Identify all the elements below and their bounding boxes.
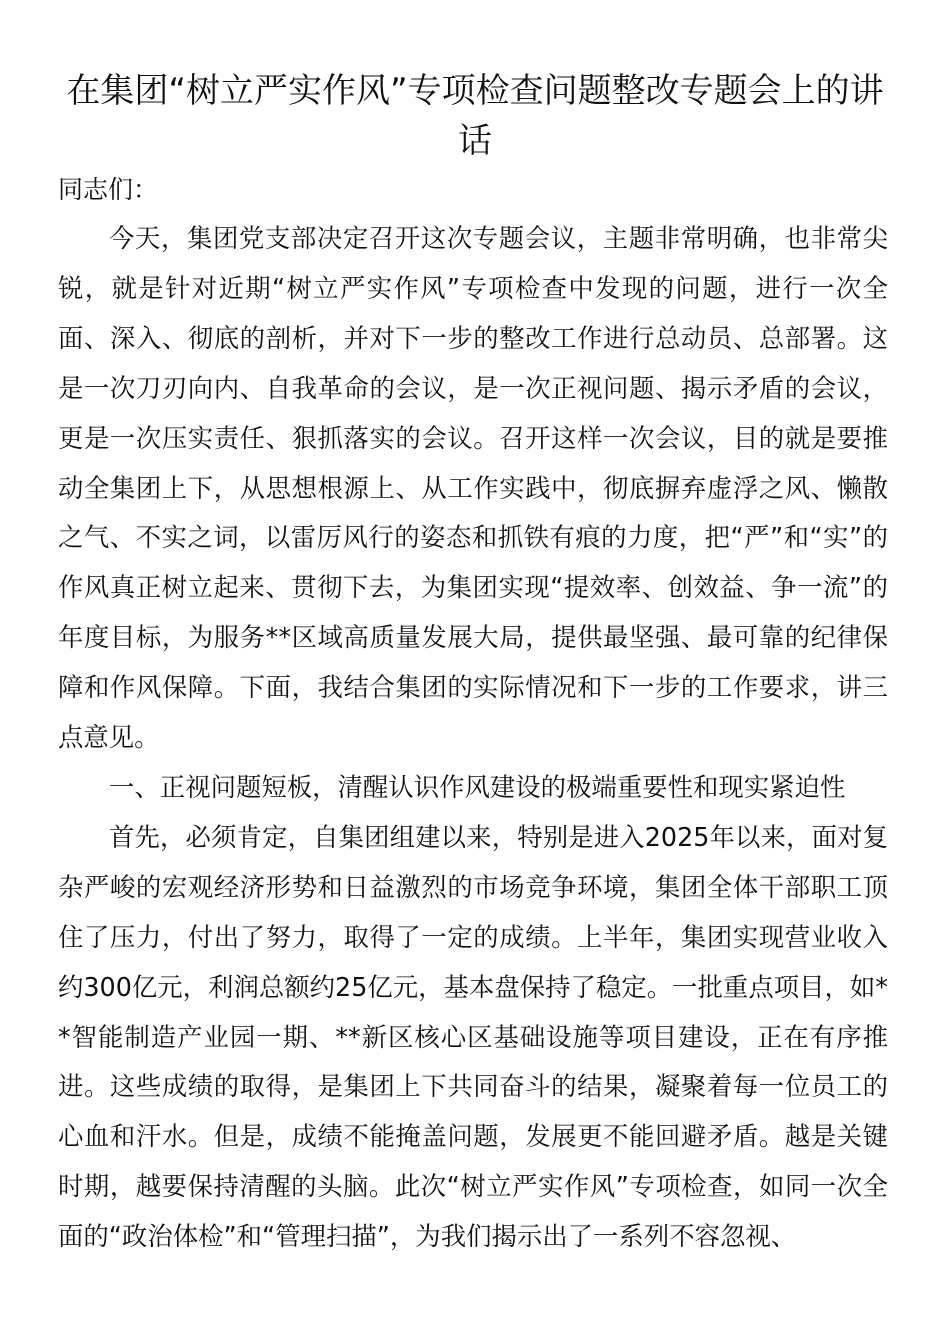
paragraph-intro: 今天，集团党支部决定召开这次专题会议，主题非常明确，也非常尖锐，就是针对近期“树立严实作风”专项检查中发现的问题，进行一次全面、深入、彻底的剖析，并对下一步的整改工作进行总动员、总部署。这是一次刀刃向内、自我革命的会议，是一次正视问题、揭示矛盾的会议，更是一次压实责任、狠抓落实的会议。召开这样一次会议，目的就是要推动全集团上下，从思想根源上、从工作实践中，彻底摒弃虚浮之风、懒散之气、不实之词，以雷厉风行的姿态和抓铁有痕的力度，把“严”和“实”的作风真正树立起来、贯彻下去，为集团实现“提效率、创效益、争一流”的年度目标，为服务**区域高质量发展大局，提供最坚强、最可靠的纪律保障和作风保障。下面，我结合集团的实际情况和下一步的工作要求，讲三点意见。	[58, 223, 888, 753]
paragraph-section-1: 首先，必须肯定，自集团组建以来，特别是进入2025年以来，面对复杂严峻的宏观经济形势和日益激烈的市场竞争环境，集团全体干部职工顶住了压力，付出了努力，取得了一定的成绩。上半年，集团实现营业收入约300亿元，利润总额约25亿元，基本盘保持了稳定。一批重点项目，如**智能制造产业园一期、**新区核心区基础设施等项目建设，正在有序推进。这些成绩的取得，是集团上下共同奋斗的结果，凝聚着每一位员工的心血和汗水。但是，成绩不能掩盖问题，发展更不能回避矛盾。越是关键时期，越要保持清醒的头脑。此次“树立严实作风”专项检查，如同一次全面的“政治体检”和“管理扫描”，为我们揭示出了一系列不容忽视、	[58, 821, 888, 1252]
greeting: 同志们：	[58, 175, 159, 204]
section-heading-1: 一、正视问题短板，清醒认识作风建设的极端重要性和现实紧迫性	[109, 771, 846, 802]
document-body	[58, 214, 888, 1262]
document-title: 在集团“树立严实作风”专项检查问题整改专题会上的讲话	[66, 71, 884, 161]
